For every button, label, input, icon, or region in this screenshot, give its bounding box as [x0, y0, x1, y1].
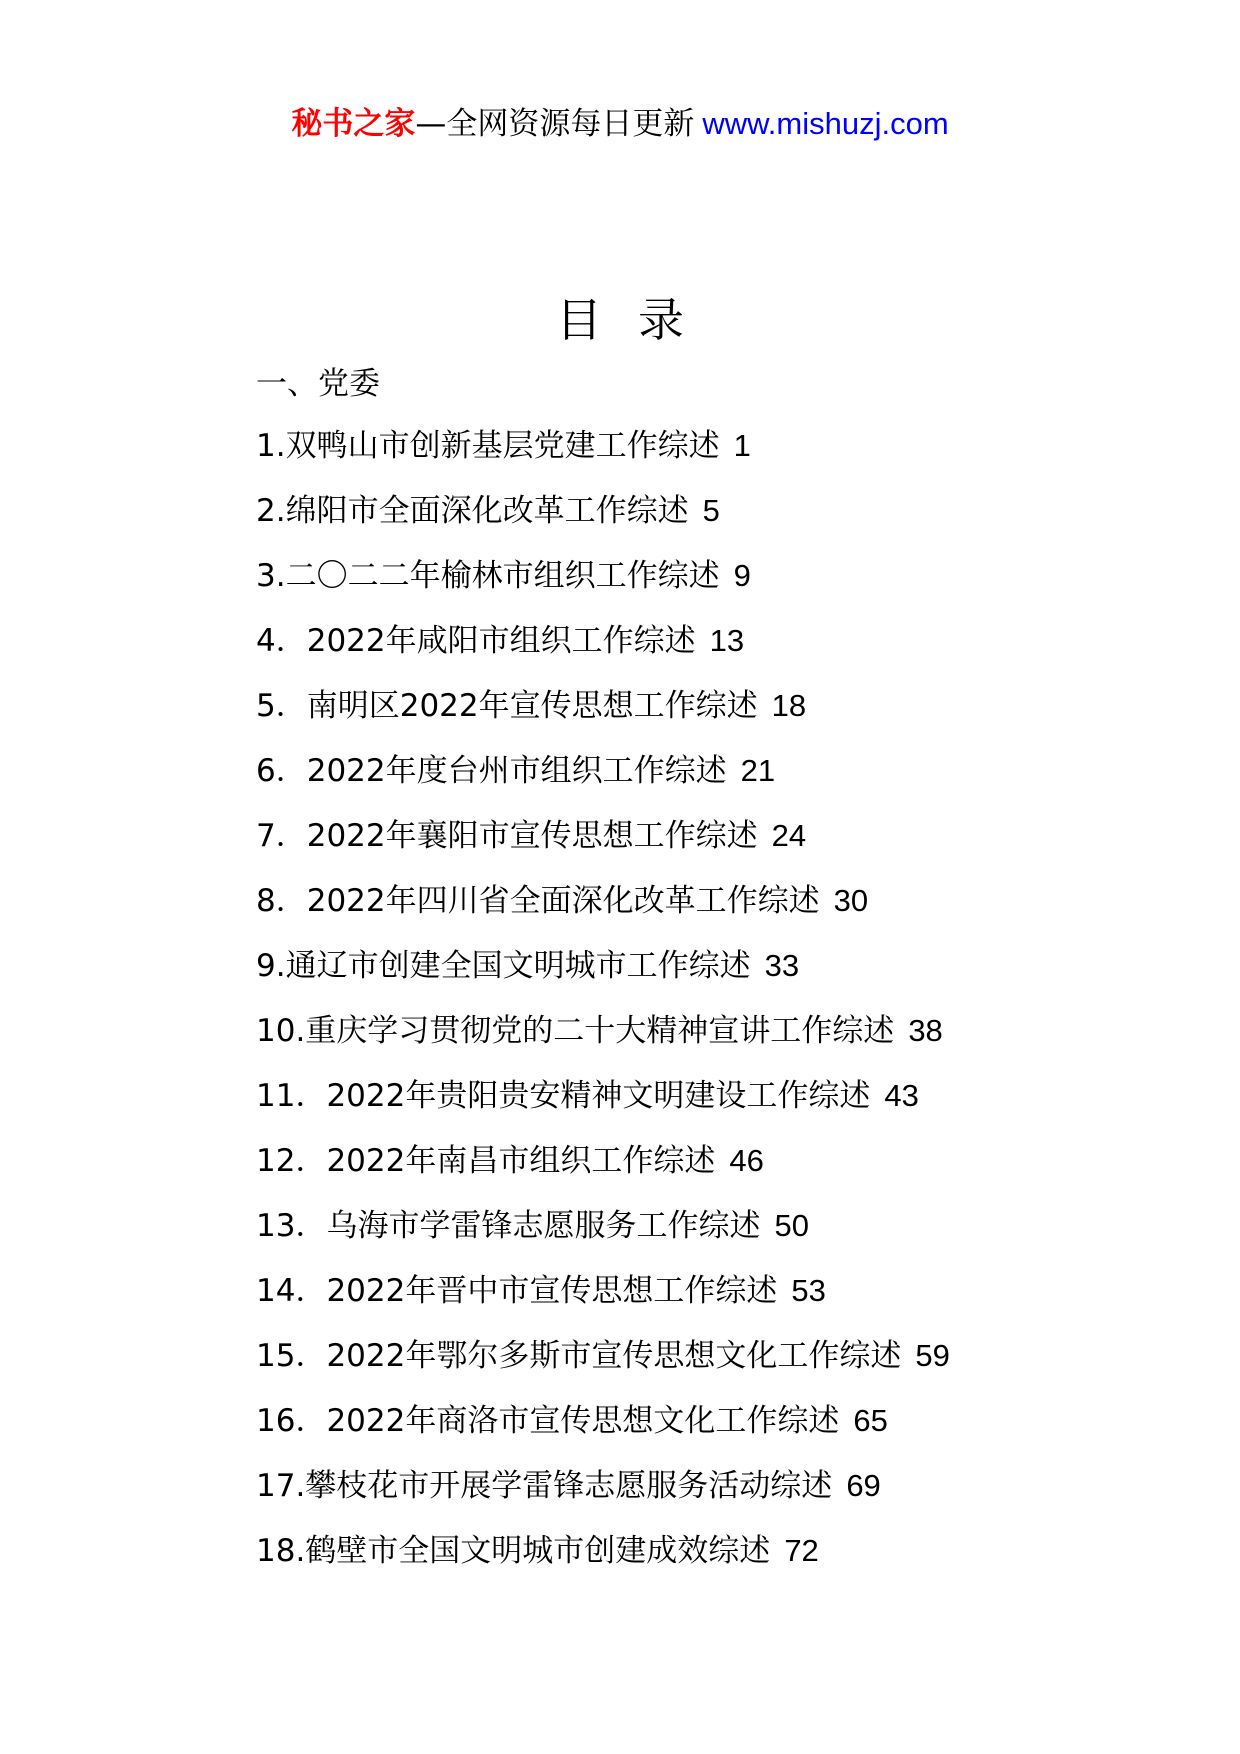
- toc-entry[interactable]: [256, 1399, 950, 1464]
- toc-entry-title: 6．2022年度台州市组织工作综述: [256, 753, 727, 789]
- header-slogan: 全网资源每日更新: [446, 106, 695, 142]
- toc-entry-page: 21: [740, 753, 776, 788]
- section-heading: 一、党委: [256, 366, 380, 402]
- toc-entry-page: 72: [784, 1533, 819, 1568]
- toc-entry-page: 24: [771, 818, 807, 853]
- brand-name: 秘书之家: [291, 106, 416, 142]
- toc-entry-title: 7．2022年襄阳市宣传思想工作综述: [256, 818, 758, 854]
- toc-entry-page: 9: [733, 558, 751, 593]
- toc-entry-title: 18.鹤壁市全国文明城市创建成效综述: [256, 1533, 771, 1569]
- toc-entry[interactable]: [256, 879, 950, 944]
- toc-entry-page: 30: [833, 883, 869, 918]
- toc-entry[interactable]: [256, 1204, 950, 1269]
- toc-entry[interactable]: [256, 1334, 950, 1399]
- toc-entry-page: 43: [884, 1078, 919, 1113]
- header-dash: —: [415, 106, 447, 142]
- toc-entry[interactable]: [256, 1529, 950, 1594]
- toc-entry[interactable]: [256, 1269, 950, 1334]
- toc-entry[interactable]: [256, 489, 950, 554]
- toc-entry-title: 10.重庆学习贯彻党的二十大精神宣讲工作综述: [256, 1013, 895, 1049]
- toc-entry-title: 4．2022年咸阳市组织工作综述: [256, 623, 696, 659]
- toc-entry-title: 14．2022年晋中市宣传思想工作综述: [256, 1273, 778, 1309]
- toc-entry[interactable]: [256, 1139, 950, 1204]
- toc-entry-title: 8．2022年四川省全面深化改革工作综述: [256, 883, 820, 919]
- toc-entry-page: 69: [846, 1468, 881, 1503]
- toc-entry-page: 18: [771, 688, 807, 723]
- toc-entry-title: 1.双鸭山市创新基层党建工作综述: [256, 428, 720, 464]
- toc-entry[interactable]: [256, 684, 950, 749]
- toc-entry-title: 13．乌海市学雷锋志愿服务工作综述: [256, 1208, 761, 1244]
- toc-entry[interactable]: [256, 424, 950, 489]
- toc-entry-page: 50: [774, 1208, 809, 1243]
- toc-entry-page: 53: [791, 1273, 826, 1308]
- toc-entry-page: 38: [908, 1013, 943, 1048]
- toc-entry[interactable]: [256, 944, 950, 1009]
- toc-title: 目录: [556, 293, 720, 347]
- toc-entry[interactable]: [256, 1074, 950, 1139]
- toc-entry-title: 12．2022年南昌市组织工作综述: [256, 1143, 716, 1179]
- toc-entry-page: 59: [915, 1338, 950, 1373]
- toc-entry[interactable]: [256, 1464, 950, 1529]
- toc-entry-title: 16．2022年商洛市宣传思想文化工作综述: [256, 1403, 840, 1439]
- toc-entry-page: 33: [764, 948, 800, 983]
- toc-entry-title: 5．南明区2022年宣传思想工作综述: [256, 688, 758, 724]
- toc-entry-title: 3.二〇二二年榆林市组织工作综述: [256, 558, 720, 594]
- toc-entry-page: 1: [733, 428, 751, 463]
- toc-list: [256, 424, 950, 1594]
- toc-entry[interactable]: [256, 749, 950, 814]
- toc-entry-page: 5: [702, 493, 720, 528]
- toc-entry[interactable]: [256, 1009, 950, 1074]
- toc-entry-title: 9.通辽市创建全国文明城市工作综述: [256, 948, 751, 984]
- toc-entry-title: 11．2022年贵阳贵安精神文明建设工作综述: [256, 1078, 871, 1114]
- toc-entry-page: 46: [729, 1143, 764, 1178]
- toc-entry-page: 65: [853, 1403, 888, 1438]
- toc-entry-title: 2.绵阳市全面深化改革工作综述: [256, 493, 689, 529]
- site-header: [0, 102, 1240, 146]
- toc-entry-title: 17.攀枝花市开展学雷锋志愿服务活动综述: [256, 1468, 833, 1504]
- toc-entry-page: 13: [709, 623, 745, 658]
- toc-entry[interactable]: [256, 554, 950, 619]
- toc-entry-title: 15．2022年鄂尔多斯市宣传思想文化工作综述: [256, 1338, 902, 1374]
- site-url-link[interactable]: www.mishuzj.com: [702, 106, 949, 141]
- toc-entry[interactable]: [256, 619, 950, 684]
- toc-entry[interactable]: [256, 814, 950, 879]
